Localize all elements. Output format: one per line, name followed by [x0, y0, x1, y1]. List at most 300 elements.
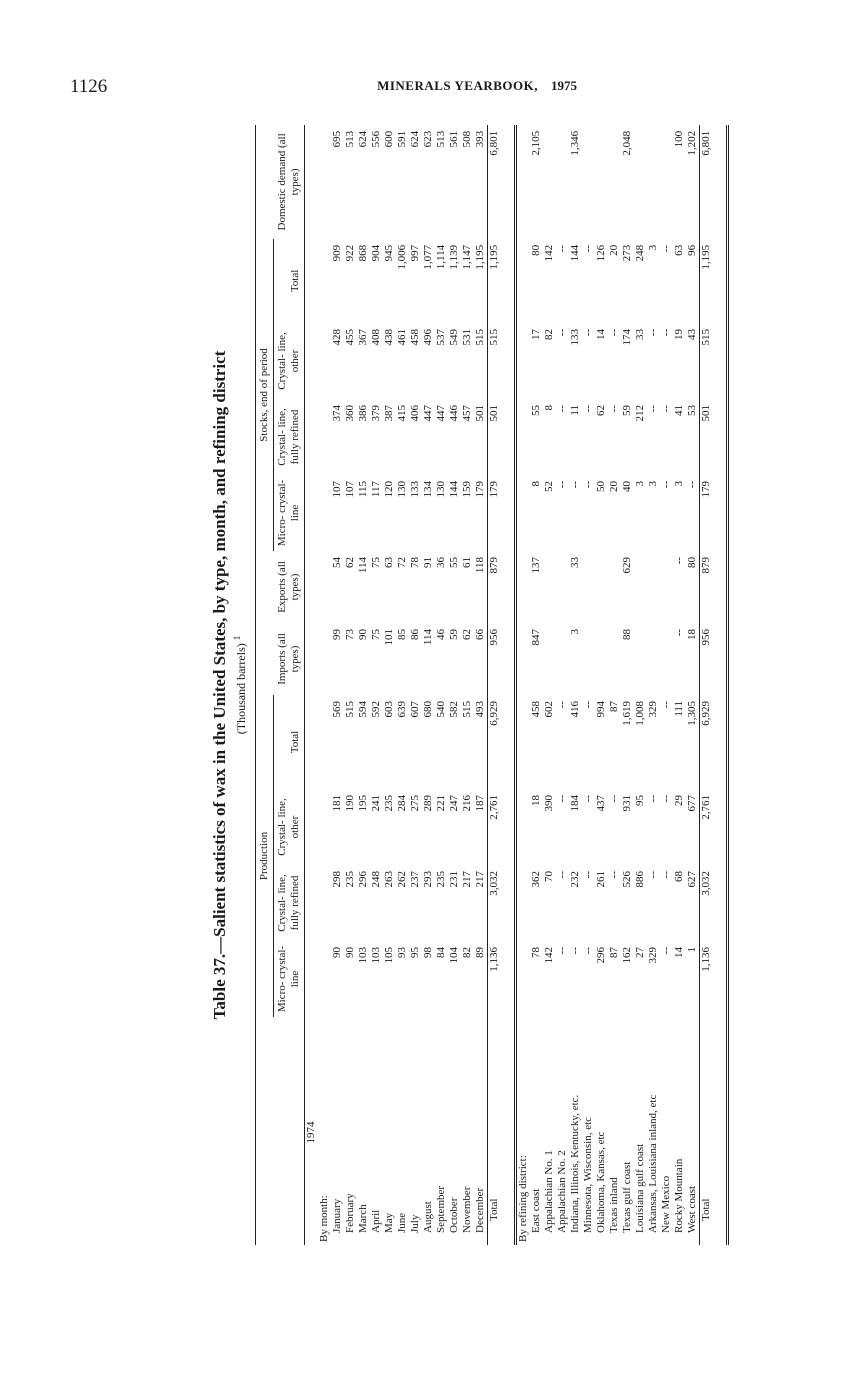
col-domestic-demand: Domestic demand (all types) — [274, 125, 305, 239]
cell-production-other: 29 — [673, 795, 685, 806]
rotated-table-block — [210, 125, 785, 1245]
cell-production-micro: 90 — [344, 947, 356, 958]
cell-stocks-fully: 55 — [530, 404, 542, 416]
cell-exports: 61 — [461, 556, 473, 568]
cell-production-fully: 627 — [686, 871, 698, 888]
cell-domestic-demand — [582, 125, 595, 239]
cell-domestic-demand — [556, 125, 569, 239]
month-row — [448, 125, 461, 1245]
cell-stocks-fully: 447 — [422, 404, 434, 422]
cell-stocks-total: 1,006 — [396, 244, 408, 270]
row-label: Rocky Mountain — [673, 1158, 685, 1233]
group-header-row — [256, 125, 274, 1245]
cell-stocks-total: 1,114 — [435, 244, 447, 270]
cell-production-total: 329 — [647, 700, 659, 718]
cell-production-fully: -- — [582, 871, 594, 879]
district-row — [530, 125, 543, 1245]
cell-stocks-fully: 11 — [569, 404, 581, 416]
cell-production-fully: 261 — [595, 871, 607, 888]
cell-production-fully: 235 — [344, 871, 356, 888]
col-production-other: Crystal- line, other — [274, 789, 305, 865]
cell-domestic-demand: 6,801 — [488, 125, 502, 239]
cell-domestic-demand: 624 — [357, 130, 369, 148]
cell-stocks-total: 1,139 — [448, 244, 460, 270]
cell-stocks-fully: -- — [556, 404, 568, 413]
cell-stocks-total: 904 — [370, 244, 382, 262]
cell-production-other: 235 — [383, 795, 395, 812]
running-year: 1975 — [551, 78, 577, 93]
cell-domestic-demand: 513 — [435, 130, 447, 148]
month-total-row — [488, 125, 502, 1245]
cell-production-fully: 263 — [383, 871, 395, 888]
section-divider — [501, 125, 516, 1245]
cell-imports: 956 — [488, 623, 502, 695]
cell-production-other: 190 — [344, 795, 356, 812]
row-label: February — [344, 1193, 356, 1233]
row-label: West coast — [686, 1185, 698, 1233]
cell-stocks-micro: 115 — [357, 480, 369, 498]
cell-stocks-other: 549 — [448, 328, 460, 346]
cell-stocks-other: 82 — [543, 328, 555, 340]
cell-imports: 90 — [357, 628, 369, 640]
cell-stocks-total: 868 — [357, 244, 369, 262]
cell-production-other: 275 — [409, 795, 421, 812]
cell-exports: 36 — [435, 556, 447, 568]
cell-stocks-total: 1,147 — [461, 244, 473, 270]
month-row — [344, 125, 357, 1245]
cell-domestic-demand: 508 — [461, 130, 473, 148]
month-row — [357, 125, 370, 1245]
cell-exports: 75 — [370, 556, 382, 568]
cell-stocks-other: 408 — [370, 328, 382, 346]
cell-production-other: 437 — [595, 795, 607, 812]
month-row — [396, 125, 409, 1245]
cell-stocks-total: 142 — [543, 244, 555, 262]
cell-domestic-demand: 513 — [344, 130, 356, 148]
cell-imports: 62 — [461, 628, 473, 640]
cell-domestic-demand: 1,346 — [569, 130, 581, 156]
cell-stocks-micro: 107 — [344, 480, 356, 498]
district-row — [556, 125, 569, 1245]
row-label: East coast — [530, 1188, 542, 1233]
cell-stocks-total: 80 — [530, 244, 542, 256]
cell-stocks-total: 248 — [634, 244, 646, 262]
cell-production-fully: 298 — [331, 871, 343, 888]
cell-production-fully: 232 — [569, 871, 581, 888]
cell-production-micro: 78 — [530, 947, 542, 958]
cell-production-total: 515 — [461, 700, 473, 718]
cell-stocks-micro: -- — [660, 480, 672, 489]
cell-stocks-fully: 501 — [700, 399, 714, 475]
cell-imports — [582, 623, 595, 695]
cell-stocks-other: -- — [660, 328, 672, 337]
cell-exports — [634, 551, 647, 623]
cell-stocks-fully: 386 — [357, 404, 369, 422]
cell-stocks-other: 438 — [383, 328, 395, 346]
cell-stocks-micro: 134 — [422, 480, 434, 498]
cell-stocks-micro: -- — [569, 480, 581, 489]
cell-production-total: 602 — [543, 700, 555, 718]
cell-exports — [582, 551, 595, 623]
cell-imports: 956 — [700, 623, 714, 695]
cell-production-other: 284 — [396, 795, 408, 812]
district-row — [582, 125, 595, 1245]
cell-stocks-total: 126 — [595, 244, 607, 262]
table-title: Table 37.—Salient statistics of wax in the United States, by type, month, and refining district — [210, 350, 229, 1020]
row-label: Louisiana gulf coast — [634, 1143, 646, 1233]
cell-stocks-fully: 59 — [621, 404, 633, 416]
cell-production-fully: 526 — [621, 871, 633, 888]
cell-domestic-demand: 600 — [383, 130, 395, 148]
cell-stocks-other: 461 — [396, 328, 408, 346]
cell-imports: 59 — [448, 628, 460, 640]
cell-exports: 54 — [331, 556, 343, 568]
table-unit — [232, 125, 249, 1245]
cell-production-other: 2,761 — [488, 789, 502, 865]
month-row — [435, 125, 448, 1245]
cell-stocks-other: 174 — [621, 328, 633, 346]
cell-imports: 114 — [422, 628, 434, 646]
cell-production-micro: 89 — [474, 947, 486, 958]
row-label: New Mexico — [660, 1175, 672, 1233]
cell-stocks-other: 367 — [357, 328, 369, 346]
cell-domestic-demand: 2,048 — [621, 130, 633, 156]
cell-stocks-fully: 501 — [488, 399, 502, 475]
page-header — [0, 68, 848, 108]
cell-exports: 629 — [621, 556, 633, 574]
row-label: August — [422, 1201, 434, 1233]
row-label: Minnesota, Wisconsin, etc — [582, 1116, 594, 1233]
cell-stocks-fully: 62 — [595, 404, 607, 416]
district-row — [621, 125, 634, 1245]
cell-production-total: 994 — [595, 700, 607, 718]
cell-production-other: -- — [556, 795, 568, 803]
cell-production-micro: -- — [569, 947, 581, 955]
cell-stocks-micro: 107 — [331, 480, 343, 498]
cell-domestic-demand: 100 — [673, 130, 685, 148]
cell-production-total: 1,619 — [621, 700, 633, 726]
cell-exports: 72 — [396, 556, 408, 568]
cell-stocks-other: 515 — [488, 323, 502, 399]
cell-imports — [660, 623, 673, 695]
cell-stocks-fully: 415 — [396, 404, 408, 422]
cell-domestic-demand — [543, 125, 556, 239]
cell-stocks-micro: 179 — [488, 475, 502, 551]
cell-stocks-other: 496 — [422, 328, 434, 346]
cell-domestic-demand: 556 — [370, 130, 382, 148]
cell-stocks-other: 43 — [686, 328, 698, 340]
cell-production-other: 289 — [422, 795, 434, 812]
table-body — [305, 125, 728, 1245]
cell-exports: 879 — [700, 551, 714, 623]
cell-production-total: 569 — [331, 700, 343, 718]
col-exports: Exports (all types) — [274, 551, 305, 623]
cell-production-total: 582 — [448, 700, 460, 718]
cell-production-other: 216 — [461, 795, 473, 812]
cell-exports: 33 — [569, 556, 581, 568]
cell-stocks-micro: 8 — [530, 480, 542, 487]
cell-stocks-total: 1,195 — [700, 239, 714, 323]
cell-exports: -- — [673, 556, 685, 565]
district-section-label: By refining district: — [517, 1155, 529, 1242]
month-row — [422, 125, 435, 1245]
cell-stocks-other: -- — [556, 328, 568, 337]
cell-imports: 46 — [435, 628, 447, 640]
cell-production-total: 607 — [409, 700, 421, 718]
cell-domestic-demand: 393 — [474, 130, 486, 148]
cell-production-other: 221 — [435, 795, 447, 812]
row-label: June — [396, 1212, 408, 1233]
cell-production-total: 1,008 — [634, 700, 646, 726]
cell-imports: 3 — [569, 628, 581, 635]
district-row — [569, 125, 582, 1245]
row-label: Oklahoma, Kansas, etc — [595, 1131, 607, 1233]
cell-exports: 114 — [357, 556, 369, 574]
district-section-row — [516, 125, 531, 1245]
cell-exports — [660, 551, 673, 623]
cell-production-total: -- — [660, 700, 672, 709]
month-section-label: By month: — [318, 1195, 330, 1242]
cell-exports: 55 — [448, 556, 460, 568]
month-row — [461, 125, 474, 1245]
cell-stocks-micro: 130 — [435, 480, 447, 498]
cell-stocks-fully: -- — [660, 404, 672, 413]
cell-exports: 78 — [409, 556, 421, 568]
cell-imports — [647, 623, 660, 695]
cell-domestic-demand: 561 — [448, 130, 460, 148]
row-label: Total — [488, 1017, 502, 1245]
district-row — [634, 125, 647, 1245]
cell-production-total: 680 — [422, 700, 434, 718]
cell-production-fully: -- — [660, 871, 672, 879]
cell-production-micro: 105 — [383, 947, 395, 964]
cell-stocks-fully: 374 — [331, 404, 343, 422]
cell-exports: 879 — [488, 551, 502, 623]
cell-production-total: 416 — [569, 700, 581, 718]
cell-production-other: 241 — [370, 795, 382, 812]
cell-domestic-demand: 1,202 — [686, 130, 698, 156]
cell-production-micro: 14 — [673, 947, 685, 958]
cell-stocks-total: 909 — [331, 244, 343, 262]
cell-stocks-total: 945 — [383, 244, 395, 262]
cell-production-other: 95 — [634, 795, 646, 806]
cell-production-other: 677 — [686, 795, 698, 812]
cell-stocks-micro: 179 — [700, 475, 714, 551]
cell-stocks-total: 144 — [569, 244, 581, 262]
cell-imports: 73 — [344, 628, 356, 640]
cell-production-total: 639 — [396, 700, 408, 718]
cell-stocks-micro: 50 — [595, 480, 607, 492]
month-row — [331, 125, 344, 1245]
row-label: Texas inland — [608, 1177, 620, 1233]
cell-stocks-total: -- — [660, 244, 672, 253]
cell-exports: 118 — [474, 556, 486, 574]
district-row — [608, 125, 621, 1245]
district-total-row — [700, 125, 714, 1245]
cell-production-fully: 3,032 — [700, 865, 714, 941]
cell-production-fully: 70 — [543, 871, 555, 882]
cell-stocks-micro: 40 — [621, 480, 633, 492]
cell-stocks-micro: 3 — [647, 480, 659, 487]
col-production-fully: Crystal- line, fully refined — [274, 865, 305, 941]
cell-stocks-fully: -- — [647, 404, 659, 413]
cell-imports — [595, 623, 608, 695]
col-imports: Imports (all types) — [274, 623, 305, 695]
cell-production-fully: -- — [556, 871, 568, 879]
cell-production-fully: 68 — [673, 871, 685, 882]
cell-domestic-demand — [608, 125, 621, 239]
cell-stocks-total: 1,195 — [488, 239, 502, 323]
cell-stocks-micro: 20 — [608, 480, 620, 492]
cell-production-total: 87 — [608, 700, 620, 712]
wax-statistics-table — [255, 125, 729, 1245]
district-row — [673, 125, 686, 1245]
col-production-micro: Micro- crystal- line — [274, 941, 305, 1017]
cell-domestic-demand — [634, 125, 647, 239]
cell-domestic-demand: 6,801 — [700, 125, 714, 239]
cell-domestic-demand: 591 — [396, 130, 408, 148]
cell-production-fully: 235 — [435, 871, 447, 888]
cell-production-other: -- — [582, 795, 594, 803]
cell-stocks-fully: 379 — [370, 404, 382, 422]
cell-stocks-micro: 3 — [634, 480, 646, 487]
month-row — [383, 125, 396, 1245]
cell-stocks-total: 3 — [647, 244, 659, 251]
cell-stocks-fully: -- — [582, 404, 594, 413]
unit-footnote-marker: 1 — [232, 635, 242, 641]
cell-imports: 66 — [474, 628, 486, 640]
cell-production-total: 540 — [435, 700, 447, 718]
row-label: Total — [700, 1017, 714, 1245]
year-label: 1974 — [305, 1121, 317, 1144]
row-label: March — [357, 1204, 369, 1233]
district-row — [543, 125, 556, 1245]
cell-production-total: 592 — [370, 700, 382, 718]
production-group-header: Production — [256, 695, 274, 1017]
row-label: December — [474, 1187, 486, 1233]
cell-stocks-micro: 120 — [383, 480, 395, 498]
col-stocks-fully: Crystal- line, fully refined — [274, 399, 305, 475]
cell-stocks-other: 515 — [474, 328, 486, 346]
cell-production-total: 603 — [383, 700, 395, 718]
cell-imports: 86 — [409, 628, 421, 640]
table-end-rule — [713, 125, 728, 1245]
cell-stocks-fully: 212 — [634, 404, 646, 422]
page-number: 1126 — [70, 76, 108, 97]
col-stocks-other: Crystal- line, other — [274, 323, 305, 399]
running-title: MINERALS YEARBOOK, — [377, 78, 538, 93]
cell-stocks-total: 273 — [621, 244, 633, 262]
cell-production-fully: 217 — [474, 871, 486, 888]
cell-exports — [556, 551, 569, 623]
cell-production-total: 1,305 — [686, 700, 698, 726]
cell-domestic-demand: 624 — [409, 130, 421, 148]
cell-production-total: -- — [556, 700, 568, 709]
stocks-group-header: Stocks, end of period — [256, 239, 274, 551]
cell-stocks-micro: 159 — [461, 480, 473, 498]
district-row — [686, 125, 700, 1245]
stub-header — [256, 1017, 274, 1245]
cell-exports — [608, 551, 621, 623]
month-row — [409, 125, 422, 1245]
cell-imports: 18 — [686, 628, 698, 640]
cell-domestic-demand: 623 — [422, 130, 434, 148]
cell-production-fully: -- — [608, 871, 620, 879]
cell-production-total: 493 — [474, 700, 486, 718]
cell-production-micro: 87 — [608, 947, 620, 958]
cell-production-micro: -- — [556, 947, 568, 955]
cell-production-micro: 104 — [448, 947, 460, 964]
col-stocks-micro: Micro- crystal- line — [274, 475, 305, 551]
row-label: January — [331, 1198, 343, 1233]
cell-production-micro: 103 — [370, 947, 382, 964]
cell-imports — [608, 623, 621, 695]
cell-stocks-fully: 501 — [474, 404, 486, 422]
cell-stocks-total: 63 — [673, 244, 685, 256]
cell-stocks-fully: 387 — [383, 404, 395, 422]
cell-stocks-micro: 133 — [409, 480, 421, 498]
row-label: Appalachian No. 1 — [543, 1150, 555, 1233]
cell-stocks-fully: 53 — [686, 404, 698, 416]
cell-stocks-micro: 130 — [396, 480, 408, 498]
cell-stocks-other: 458 — [409, 328, 421, 346]
cell-stocks-other: 537 — [435, 328, 447, 346]
cell-stocks-fully: 406 — [409, 404, 421, 422]
cell-production-other: 18 — [530, 795, 542, 806]
col-production-total: Total — [274, 695, 305, 789]
cell-production-other: 187 — [474, 795, 486, 812]
cell-stocks-other: -- — [647, 328, 659, 337]
cell-production-fully: 886 — [634, 871, 646, 888]
cell-production-fully: 362 — [530, 871, 542, 888]
cell-imports: -- — [673, 628, 685, 637]
cell-production-fully: 231 — [448, 871, 460, 888]
cell-stocks-total: 1,077 — [422, 244, 434, 270]
cell-stocks-other: 17 — [530, 328, 542, 340]
cell-production-fully: 293 — [422, 871, 434, 888]
cell-production-total: 458 — [530, 700, 542, 718]
cell-domestic-demand — [595, 125, 608, 239]
cell-production-total: 6,929 — [488, 695, 502, 789]
cell-imports: 847 — [530, 628, 542, 646]
cell-imports: 88 — [621, 628, 633, 640]
cell-production-fully: -- — [647, 871, 659, 879]
district-row — [595, 125, 608, 1245]
cell-production-total: -- — [582, 700, 594, 709]
cell-imports — [543, 623, 556, 695]
cell-production-other: -- — [608, 795, 620, 803]
cell-exports — [543, 551, 556, 623]
cell-production-fully: 296 — [357, 871, 369, 888]
cell-stocks-fully: 8 — [543, 404, 555, 411]
cell-stocks-other: 33 — [634, 328, 646, 340]
cell-exports — [595, 551, 608, 623]
cell-production-other: -- — [660, 795, 672, 803]
cell-production-fully: 248 — [370, 871, 382, 888]
cell-imports: 85 — [396, 628, 408, 640]
cell-production-micro: 1,136 — [488, 941, 502, 1017]
cell-production-total: 6,929 — [700, 695, 714, 789]
cell-stocks-micro: 117 — [370, 480, 382, 498]
cell-production-micro: 142 — [543, 947, 555, 964]
row-label: April — [370, 1209, 382, 1233]
row-label: July — [409, 1214, 421, 1233]
cell-production-other: 181 — [331, 795, 343, 812]
cell-production-other: 195 — [357, 795, 369, 812]
cell-production-micro: 82 — [461, 947, 473, 958]
cell-exports: 137 — [530, 556, 542, 574]
cell-domestic-demand: 2,105 — [530, 130, 542, 156]
